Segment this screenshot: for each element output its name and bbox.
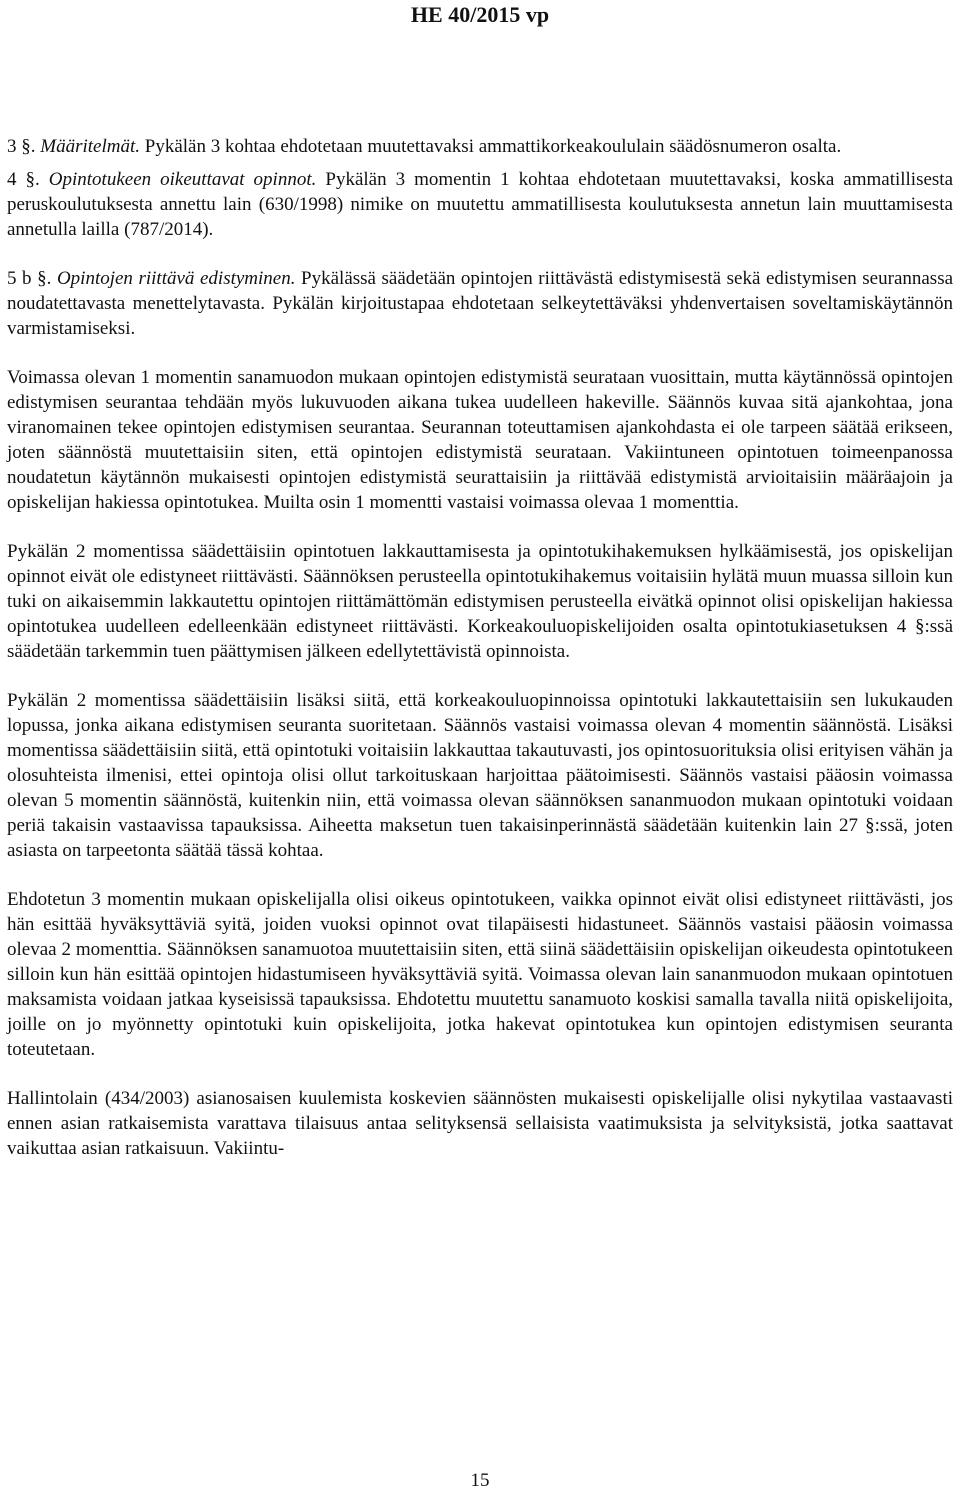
body-paragraph: Hallintolain (434/2003) asianosaisen kuulemista koskevien säännösten mukaisesti opiskelijalle olisi nykytilaa vastaavasti ennen asian ratkaisemista varattava tilaisuus antaa selityksensä sellaisista vaatimuksista ja selvityksistä, jotka saattavat vaikuttaa asian ratkaisuun. Vakiintu- xyxy=(7,1088,953,1159)
body-paragraph: Voimassa olevan 1 momentin sanamuodon mukaan opintojen edistymistä seurataan vuosittain, mutta käytännössä opintojen edistymisen seurantaa tehdään myös lukuvuoden aikana tukea uudelleen hakeville. Säännös kuvaa sitä ajankohtaa, jona viranomainen tekee opintojen edistymisen seurantaa. Seurannan toteuttamisen ajankohdasta ei ole tarpeen säätää erikseen, joten säännöstä muutettaisiin siten, että opintojen edistymistä seurataan. Vakiintuneen opintotuen toimeenpanossa noudatetun käytännön mukaisesti opintojen edistymistä seurattaisiin ja riittävää edistymistä arvioitaisiin määräajoin ja opiskelijan hakiessa opintotukea. Muilta osin 1 momentti vastaisi voimassa olevaa 1 momenttia. xyxy=(7,367,953,513)
section-title: Määritelmät. xyxy=(40,136,140,157)
document-header: HE 40/2015 vp xyxy=(410,2,550,27)
section-title: Opintojen riittävä edistyminen. xyxy=(56,268,296,289)
section-paragraph: 3 §. Määritelmät. Pykälän 3 kohtaa ehdotetaan muutettavaksi ammattikorkeakoululain säädösnumeron osalta. xyxy=(7,136,842,157)
section-sign: § xyxy=(25,169,36,190)
section-title: Opintotukeen oikeuttavat opinnot. xyxy=(48,169,317,190)
body-paragraph: Pykälän 2 momentissa säädettäisiin opintotuen lakkauttamisesta ja opintotukihakemuksen hylkäämisestä, jos opiskelijan opinnot eivät ole edistyneet riittävästi. Säännöksen perusteella opintotukihakemus voitaisiin hylätä muun muassa silloin kun tuki on aikaisemmin lakkautettu opintojen riittämättömän edistymisen perusteella eivätkä opinnot olisi opiskelijan hakiessa opintotukea uudelleen edelleenkään edistyneet riittävästi. Korkeakouluopiskelijoiden osalta opintotukiasetuksen 4 §:ssä säädetään tarkemmin tuen päättymisen jälkeen edellytettävistä opinnoista. xyxy=(7,541,953,662)
section-text: Pykälässä säädetään opintojen riittävästä edistymisestä sekä edistymisen seurannassa noudatettavasta menettelytavasta. Pykälän kirjoitustapaa ehdotetaan selkeytettäväksi yhdenvertaisen soveltamiskäytännön varmistamiseksi. xyxy=(7,268,954,339)
page-number: 15 xyxy=(470,1470,490,1491)
body-paragraph: Ehdotetun 3 momentin mukaan opiskelijalla olisi oikeus opintotukeen, vaikka opinnot eivät olisi edistyneet riittävästi, jos hän esittää hyväksyttäviä syitä, joiden vuoksi opinnot ovat tilapäisesti hidastuneet. Säännös vastaisi pääosin voimassa olevaa 2 momenttia. Säännöksen sanamuotoa muutettaisiin siten, että siinä säädettäisiin opiskelijan oikeudesta opintotukeen silloin kun hän esittää opintojen hidastumiseen hyväksyttäviä syitä. Voimassa olevan lain sananmuodon mukaan opintotuen maksamista voidaan jatkaa kyseisissä tapauksissa. Ehdotettu muutettu sanamuoto koskisi samalla tavalla niitä opiskelijoita, joille on jo myönnetty opintotuki kuin opiskelijoita, jotka hakevat opintotukea kun opintojen edistymisen seuranta toteutetaan. xyxy=(7,889,953,1060)
section-sign: § xyxy=(21,136,31,157)
section-number: 5 b xyxy=(7,268,32,289)
section-number: 3 xyxy=(7,136,17,157)
document-body xyxy=(7,134,953,1174)
section-number: 4 xyxy=(7,169,17,190)
section-paragraph: 4 §. Opintotukeen oikeuttavat opinnot. Pykälän 3 momentin 1 kohtaa ehdotetaan muutettavaksi, koska ammatillisesta peruskoulutuksesta annettu lain (630/1998) nimike on muutettu ammatillisesta koulutuksesta annetun lain muuttamisesta annetulla lailla (787/2014). xyxy=(7,169,954,240)
section-paragraph: 5 b §. Opintojen riittävä edistyminen. Pykälässä säädetään opintojen riittävästä edistymisestä sekä edistymisen seurannassa noudatettavasta menettelytavasta. Pykälän kirjoitustapaa ehdotetaan selkeytettäväksi yhdenvertaisen soveltamiskäytännön varmistamiseksi. xyxy=(7,268,954,339)
body-paragraph: Pykälän 2 momentissa säädettäisiin lisäksi siitä, että korkeakouluopinnoissa opintotuki lakkautettaisiin sen lukukauden lopussa, jonka aikana edistymisen seuranta suoritetaan. Säännös vastaisi voimassa olevan 4 momentin säännöstä. Lisäksi momentissa säädettäisiin siitä, että opintotuki voitaisiin lakkauttaa takautuvasti, jos opintosuorituksia olisi erityisen vähän ja olosuhteista ilmenisi, ettei opintoja olisi ollut tarkoituskaan harjoittaa päätoimisesti. Säännös vastaisi pääosin voimassa olevan 5 momentin säännöstä, kuitenkin niin, että voimassa olevan säännöksen sananmuodon mukaan opintotuki voidaan periä takaisin vastaavissa tapauksissa. Aiheetta maksetun tuen takaisinperinnästä säädetään kuitenkin lain 27 §:ssä, joten asiasta on tarpeetonta säätää tässä kohtaa. xyxy=(7,690,953,861)
section-text: Pykälän 3 kohtaa ehdotetaan muutettavaksi ammattikorkeakoululain säädösnumeron osalta. xyxy=(144,136,842,157)
section-sign: § xyxy=(37,268,47,289)
section-text: Pykälän 3 momentin 1 kohtaa ehdotetaan muutettavaksi, koska ammatillisesta peruskoulutuksesta annettu lain (630/1998) nimike on muutettu ammatillisesta koulutuksesta annetun lain muuttamisesta annetulla lailla (787/2014). xyxy=(7,169,954,240)
